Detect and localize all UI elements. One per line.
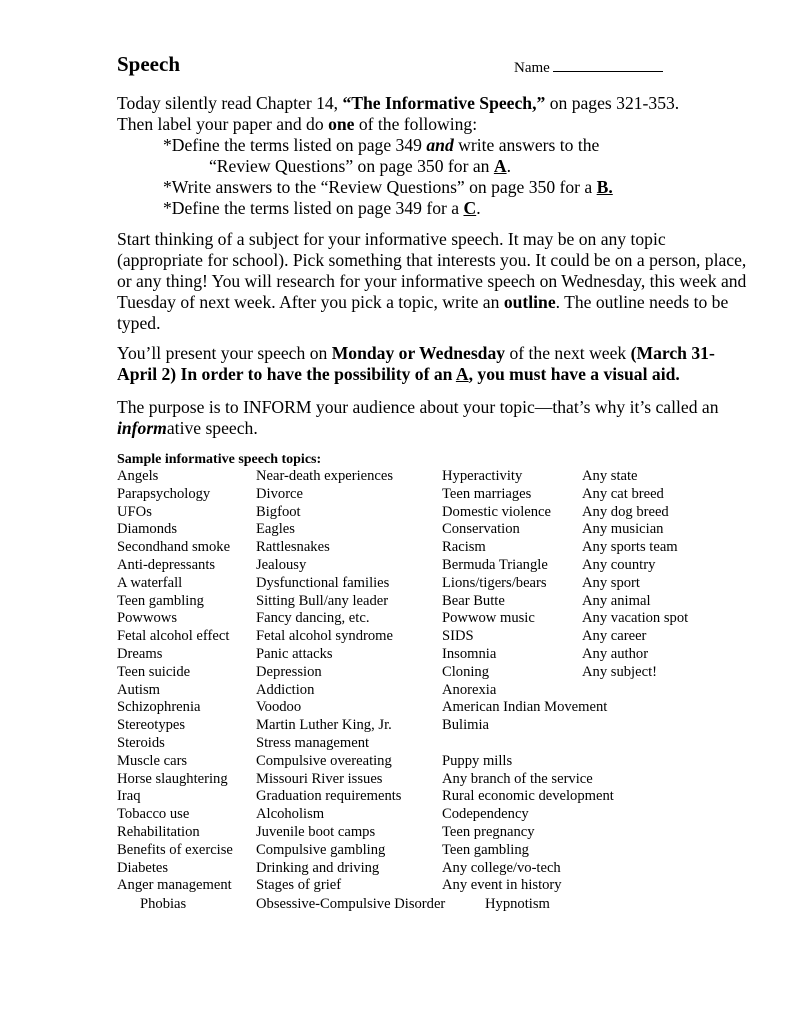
topic-item: Martin Luther King, Jr.	[256, 717, 392, 734]
topic-item: SIDS	[442, 628, 474, 645]
name-field	[514, 58, 663, 77]
topic-item: Powwow music	[442, 610, 535, 627]
topic-column-1	[117, 468, 233, 895]
topic-item: Obsessive-Compulsive Disorder	[256, 896, 446, 912]
topic-item: Any sports team	[582, 539, 678, 556]
instruction-line-1: Today silently read Chapter 14, “The Informative Speech,” on pages 321-353.	[117, 93, 680, 113]
topic-item: Any cat breed	[582, 485, 664, 502]
topic-item: Any musician	[582, 521, 664, 538]
topic-item: Benefits of exercise	[117, 841, 233, 858]
option-a: *Define the terms listed on page 349 and write answers to the	[163, 135, 600, 155]
topic-item: Depression	[256, 663, 322, 680]
topic-item: Divorce	[256, 485, 304, 502]
topic-item: Hyperactivity	[442, 468, 523, 484]
topic-item: Stress management	[256, 734, 370, 751]
topic-item: Cloning	[442, 663, 490, 680]
option-c: *Define the terms listed on page 349 for a C.	[163, 198, 481, 218]
topic-item: Muscle cars	[117, 752, 188, 769]
topic-item: Anti-depressants	[117, 556, 216, 573]
presentation-paragraph: You’ll present your speech on Monday or Wednesday of the next week (March 31-April 2) In order to have the possibility of an A, you must have a visual aid.	[117, 343, 715, 384]
topic-item: Diabetes	[117, 859, 169, 876]
topic-column-2	[256, 468, 401, 895]
topic-item: Insomnia	[442, 645, 497, 662]
topic-item: Rural economic development	[442, 788, 614, 805]
topic-item: Any vacation spot	[582, 610, 689, 627]
topics-heading: Sample informative speech topics:	[117, 452, 322, 467]
topic-item: Bigfoot	[256, 503, 301, 520]
topic-column-4	[582, 468, 688, 682]
topic-item: Compulsive gambling	[256, 841, 386, 858]
topic-item: Voodoo	[256, 699, 302, 716]
topic-item: Rehabilitation	[117, 823, 200, 840]
topic-item: Any event in history	[442, 877, 562, 894]
topic-item: Any dog breed	[582, 503, 669, 520]
topic-item: Anorexia	[442, 681, 497, 698]
topic-item: Teen suicide	[117, 663, 191, 680]
topic-item: Bulimia	[442, 717, 490, 734]
topic-item: Bermuda Triangle	[442, 556, 548, 573]
topic-item: Iraq	[117, 788, 141, 805]
topic-item: Any state	[582, 468, 638, 484]
page-title: Speech	[117, 52, 180, 76]
topic-item: Any country	[582, 556, 656, 573]
topic-item: Any subject!	[582, 663, 657, 680]
topic-item: Domestic violence	[442, 503, 552, 520]
topic-item: Autism	[117, 681, 160, 698]
topic-item: Diamonds	[117, 521, 177, 538]
topic-item: Panic attacks	[256, 645, 333, 662]
topic-item: Sitting Bull/any leader	[256, 592, 389, 609]
topic-item: American Indian Movement	[442, 699, 608, 716]
topic-item: Rattlesnakes	[256, 539, 330, 556]
topic-item: Hypnotism	[485, 896, 550, 912]
name-label: Name	[514, 60, 550, 76]
topic-item: Any college/vo-tech	[442, 859, 561, 876]
topic-item: Jealousy	[256, 556, 307, 573]
topic-item: Lions/tigers/bears	[442, 574, 547, 591]
topic-item: Graduation requirements	[256, 788, 402, 805]
topic-item: Angels	[117, 468, 159, 484]
purpose-paragraph: The purpose is to INFORM your audience about your topic—that’s why it’s called an informative speech.	[117, 397, 719, 438]
topic-item: Alcoholism	[256, 806, 325, 823]
topic-item: Puppy mills	[442, 752, 513, 769]
name-blank-line	[553, 58, 663, 72]
topic-item: Drinking and driving	[256, 859, 380, 876]
topic-item: Fetal alcohol effect	[117, 628, 230, 645]
topic-item: Fetal alcohol syndrome	[256, 628, 393, 645]
topic-item: Any career	[582, 628, 647, 645]
topic-item: Stereotypes	[117, 717, 186, 734]
topic-item: Anger management	[117, 877, 232, 894]
topic-item: Conservation	[442, 521, 520, 538]
topic-item: Near-death experiences	[256, 468, 394, 484]
topic-item: Juvenile boot camps	[256, 823, 376, 840]
topic-item: Eagles	[256, 521, 295, 538]
topic-item: UFOs	[117, 503, 152, 520]
option-a-continued: “Review Questions” on page 350 for an A.	[209, 156, 511, 176]
instruction-line-2: Then label your paper and do one of the following:	[117, 114, 478, 134]
topic-item: Powwows	[117, 610, 178, 627]
topic-item: Any branch of the service	[442, 770, 593, 787]
topic-item: Dysfunctional families	[256, 574, 390, 591]
subject-paragraph: Start thinking of a subject for your informative speech. It may be on any topic (appropriate for school). Pick something that interests you. It could be on a person, place, or any thing! You will research for your informative speech on Wednesday, this week and Tuesday of next week. After you pick a topic, write an outline. The outline needs to be typed.	[117, 229, 747, 333]
topic-item: Dreams	[117, 645, 163, 662]
topic-item: Missouri River issues	[256, 770, 383, 787]
topic-item: Any sport	[582, 574, 640, 591]
topic-item: Parapsychology	[117, 485, 211, 502]
topic-item: Phobias	[140, 896, 187, 912]
topic-item: Schizophrenia	[117, 699, 201, 716]
topic-item: Addiction	[256, 681, 315, 698]
topic-item: Secondhand smoke	[117, 539, 231, 556]
topic-item: Any author	[582, 645, 649, 662]
topic-item: Horse slaughtering	[117, 770, 228, 787]
topic-item: Fancy dancing, etc.	[256, 610, 370, 627]
topic-item	[442, 735, 614, 753]
topic-item: Compulsive overeating	[256, 752, 392, 769]
topic-item: Tobacco use	[117, 806, 190, 823]
topic-item: Racism	[442, 539, 486, 556]
topic-item: Bear Butte	[442, 592, 505, 609]
topic-item: Steroids	[117, 734, 165, 751]
topic-item: Teen gambling	[442, 841, 529, 858]
topic-item: Stages of grief	[256, 877, 342, 894]
assignment-instructions	[117, 93, 747, 219]
topic-item: A waterfall	[117, 574, 183, 591]
topic-item: Any animal	[582, 592, 651, 609]
topic-item: Teen marriages	[442, 485, 532, 502]
topic-item: Codependency	[442, 806, 529, 823]
option-b: *Write answers to the “Review Questions” on page 350 for a B.	[163, 177, 613, 197]
topic-item: Teen pregnancy	[442, 823, 535, 840]
topic-item: Teen gambling	[117, 592, 204, 609]
